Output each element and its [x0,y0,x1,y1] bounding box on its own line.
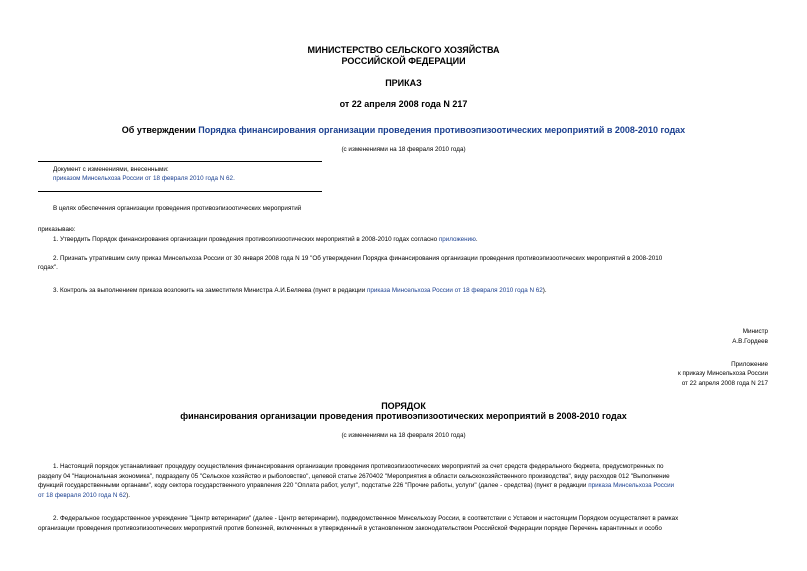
procedure-p1-line3-text: функций государственными органами", коду сектора государственного управления 220 "Оплата работ, услуг", подстатье 226 "Прочие работы, услуги" (далее - средства) (пункт в редакции [38,482,589,489]
item-3-text: 3. Контроль за выполнением приказа возложить на заместителя Министра А.И.Беляева (пункт в редакции [53,287,367,294]
item-1-link[interactable]: приложению [438,236,476,243]
order-word: приказываю: [38,226,76,233]
procedure-p1-line3-link[interactable]: приказа Минсельхоза России [588,482,675,489]
procedure-p1-line3 [38,482,770,491]
divider-top [38,161,322,162]
item-2-line2: годах". [38,264,58,271]
doc-type: ПРИКАЗ [385,78,422,88]
item-2-line1: 2. Признать утратившим силу приказ Минсельхоза России от 30 января 2008 года N 19 "Об утверждении Порядка финансирования организации проведения противоэпизоотических мероприятий в 2008-2010 [53,255,663,262]
doc-title [0,125,807,136]
ministry-name-line1: МИНИСТЕРСТВО СЕЛЬСКОГО ХОЗЯЙСТВА [307,45,500,55]
appendix-line2: к приказу Минсельхоза России [677,370,768,377]
item-1-text: 1. Утвердить Порядок финансирования организации проведения противоэпизоотических мероприятий в 2008-2010 годах согласно [53,236,439,243]
changes-label: Документ с изменениями, внесенными: [53,166,169,173]
signature-name: А.В.Гордеев [732,338,768,345]
procedure-p2-line2: организации проведения противоэпизоотических мероприятий против болезней, включенных в утвержденный в установленном законодательством Российской Федерации порядке Перечень карантинных и особо [38,525,662,532]
procedure-p1-line2: разделу 04 "Национальная экономика", подразделу 05 "Сельское хозяйство и рыболовство", целевой статье 2670402 "Мероприятия в области сельскохозяйственного производства", виду расходов 012 "Выполнение [38,473,670,480]
procedure-p1-line4-end: ). [126,492,130,499]
item-3-end: ). [542,287,547,294]
procedure-revision-note: (с изменениями на 18 февраля 2010 года) [341,432,466,439]
intro-text: В целях обеспечения организации проведения противоэпизоотических мероприятий [53,205,302,212]
item-1-end: . [475,236,478,243]
appendix-line3: от 22 апреля 2008 года N 217 [681,380,768,387]
revision-note: (с изменениями на 18 февраля 2010 года) [341,146,466,153]
procedure-subtitle: финансирования организации проведения противоэпизоотических мероприятий в 2008-2010 годах [180,411,627,421]
divider-bottom [38,191,322,192]
signature-position: Министр [742,328,768,335]
procedure-p1-line4 [38,492,130,501]
changes-link[interactable]: приказом Минсельхоза России от 18 февраля 2010 года N 62. [53,175,235,182]
item-1 [53,236,478,245]
doc-title-link[interactable]: Порядка финансирования организации проведения противоэпизоотических мероприятий в 2008-2010 годах [198,125,686,135]
doc-title-prefix: Об утверждении [121,125,199,135]
ministry-name-line2: РОССИЙСКОЙ ФЕДЕРАЦИИ [341,56,466,66]
appendix-line1: Приложение [731,361,768,368]
item-3-link[interactable]: приказа Минсельхоза России от 18 февраля 2010 года N 62 [366,287,543,294]
procedure-p1-line4-link[interactable]: от 18 февраля 2010 года N 62 [38,492,127,499]
procedure-title: ПОРЯДОК [381,401,426,411]
doc-date: от 22 апреля 2008 года N 217 [339,99,468,109]
item-3 [53,287,547,296]
procedure-p1-line1: 1. Настоящий порядок устанавливает процедуру осуществления финансирования организации проведения противоэпизоотических мероприятий за счет средств федерального бюджета, предусмотренных по [53,463,664,470]
procedure-p2-line1: 2. Федеральное государственное учреждение "Центр ветеринарии" (далее - Центр ветеринарии), подведомственное Минсельхозу России, в соответствии с Уставом и настоящим Порядком осуществляет в рамках [53,515,679,522]
